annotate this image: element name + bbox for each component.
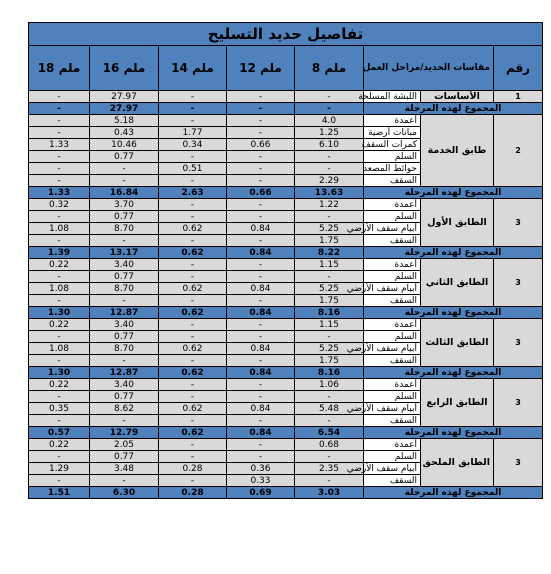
value-cell: - (295, 271, 364, 283)
value-cell: - (29, 295, 90, 307)
value-cell: - (227, 379, 295, 391)
stage-name: الطابق الثالث (421, 319, 494, 367)
value-cell: 8.70 (90, 223, 159, 235)
header-8mm: ملم 8 (295, 46, 364, 91)
value-cell: 0.22 (29, 319, 90, 331)
work-item-label: السقف (364, 175, 421, 187)
total-value-cell: 0.62 (159, 367, 227, 379)
value-cell: - (90, 295, 159, 307)
value-cell: - (159, 115, 227, 127)
value-cell: - (29, 211, 90, 223)
value-cell: - (227, 175, 295, 187)
value-cell: - (295, 211, 364, 223)
value-cell: - (29, 391, 90, 403)
work-item-label: السقف (364, 295, 421, 307)
value-cell: 0.33 (227, 475, 295, 487)
work-item-label: السلم (364, 151, 421, 163)
total-value-cell: 8.16 (295, 307, 364, 319)
total-value-cell: 12.87 (90, 367, 159, 379)
value-cell: 0.66 (227, 139, 295, 151)
rebar-details-sheet (28, 22, 542, 499)
total-value-cell: 3.03 (295, 487, 364, 499)
value-cell: - (159, 475, 227, 487)
value-cell: 0.51 (159, 163, 227, 175)
work-item-label: السقف (364, 355, 421, 367)
value-cell: 1.75 (295, 235, 364, 247)
value-cell: 8.70 (90, 283, 159, 295)
table-row (29, 91, 543, 103)
value-cell: 1.15 (295, 259, 364, 271)
total-value-cell: - (29, 103, 90, 115)
value-cell: 10.46 (90, 139, 159, 151)
value-cell: - (227, 151, 295, 163)
work-item-label: السلم (364, 391, 421, 403)
total-value-cell: 27.97 (90, 103, 159, 115)
work-item-label: أعمدة (364, 319, 421, 331)
total-value-cell: - (227, 103, 295, 115)
value-cell: 3.40 (90, 319, 159, 331)
value-cell: - (295, 91, 364, 103)
value-cell: 3.40 (90, 379, 159, 391)
total-value-cell: 12.87 (90, 307, 159, 319)
total-value-cell: 0.66 (227, 187, 295, 199)
total-value-cell: 0.62 (159, 427, 227, 439)
value-cell: 1.15 (295, 319, 364, 331)
value-cell: - (159, 379, 227, 391)
stage-total-row (29, 487, 543, 499)
total-value-cell: 1.33 (29, 187, 90, 199)
total-value-cell: 0.62 (159, 247, 227, 259)
value-cell: - (159, 391, 227, 403)
value-cell: 5.48 (295, 403, 364, 415)
value-cell: 5.25 (295, 343, 364, 355)
total-value-cell: 1.30 (29, 367, 90, 379)
header-work-stages: مقاسات الحديد/مراحل العمل (364, 46, 494, 91)
table-title: تفاصيل حديد التسليح (29, 23, 543, 46)
value-cell: 0.22 (29, 439, 90, 451)
value-cell: - (29, 331, 90, 343)
total-value-cell: - (295, 103, 364, 115)
table-row (29, 115, 543, 127)
work-item-label: أعمدة (364, 115, 421, 127)
value-cell: - (29, 151, 90, 163)
value-cell: - (227, 331, 295, 343)
value-cell: - (227, 259, 295, 271)
stage-number: 3 (494, 199, 543, 247)
value-cell: 1.29 (29, 463, 90, 475)
value-cell: 1.08 (29, 283, 90, 295)
value-cell: - (295, 415, 364, 427)
total-value-cell: 0.84 (227, 307, 295, 319)
total-value-cell: 1.51 (29, 487, 90, 499)
stage-total-label: المجموع لهذه المرحلة (364, 247, 543, 259)
value-cell: 0.84 (227, 343, 295, 355)
stage-total-label: المجموع لهذه المرحلة (364, 187, 543, 199)
total-value-cell: 0.57 (29, 427, 90, 439)
work-item-label: حوائط المصعد (364, 163, 421, 175)
total-value-cell: 8.22 (295, 247, 364, 259)
stage-number: 3 (494, 439, 543, 487)
value-cell: 1.08 (29, 223, 90, 235)
work-item-label: أعمدة (364, 259, 421, 271)
stage-number: 2 (494, 115, 543, 187)
work-item-label: أبيام سقف الأرضي (364, 463, 421, 475)
value-cell: 6.10 (295, 139, 364, 151)
value-cell: 3.70 (90, 199, 159, 211)
stage-name: طابق الخدمة (421, 115, 494, 187)
value-cell: 0.62 (159, 283, 227, 295)
value-cell: 2.29 (295, 175, 364, 187)
value-cell: 1.33 (29, 139, 90, 151)
value-cell: - (295, 451, 364, 463)
value-cell: - (159, 355, 227, 367)
title-row (29, 23, 543, 46)
value-cell: - (159, 175, 227, 187)
stage-name: الطابق الرابع (421, 379, 494, 427)
work-item-label: السلم (364, 451, 421, 463)
value-cell: - (159, 451, 227, 463)
value-cell: 0.68 (295, 439, 364, 451)
work-item-label: أبيام سقف الأرضي (364, 223, 421, 235)
stage-total-row (29, 307, 543, 319)
value-cell: 27.97 (90, 91, 159, 103)
stage-total-row (29, 247, 543, 259)
work-item-label: السقف (364, 415, 421, 427)
work-item-label: أعمدة (364, 439, 421, 451)
value-cell: - (90, 475, 159, 487)
value-cell: - (227, 271, 295, 283)
value-cell: 8.62 (90, 403, 159, 415)
value-cell: - (159, 295, 227, 307)
stage-total-label: المجموع لهذه المرحلة (364, 487, 543, 499)
value-cell: - (90, 163, 159, 175)
value-cell: 0.62 (159, 343, 227, 355)
stage-name: الطابق الملحق (421, 439, 494, 487)
work-item-label: السلم (364, 211, 421, 223)
work-item-label: أعمدة (364, 199, 421, 211)
rebar-table (28, 22, 543, 499)
value-cell: - (227, 163, 295, 175)
value-cell: 2.35 (295, 463, 364, 475)
total-value-cell: 6.30 (90, 487, 159, 499)
stage-name: الأساسات (421, 91, 494, 103)
value-cell: 0.22 (29, 379, 90, 391)
value-cell: 8.70 (90, 343, 159, 355)
value-cell: - (159, 151, 227, 163)
work-item-label: اللبشة المسلحة (364, 91, 421, 103)
header-number: رقم (494, 46, 543, 91)
work-item-label: مبانات أرضية (364, 127, 421, 139)
value-cell: 0.43 (90, 127, 159, 139)
value-cell: 1.77 (159, 127, 227, 139)
stage-total-label: المجموع لهذه المرحلة (364, 103, 543, 115)
work-item-label: السلم (364, 331, 421, 343)
value-cell: - (227, 355, 295, 367)
value-cell: - (159, 259, 227, 271)
value-cell: - (227, 451, 295, 463)
value-cell: 0.84 (227, 403, 295, 415)
value-cell: - (159, 439, 227, 451)
value-cell: - (159, 211, 227, 223)
value-cell: 0.62 (159, 403, 227, 415)
value-cell: - (29, 451, 90, 463)
total-value-cell: 13.17 (90, 247, 159, 259)
stage-total-row (29, 427, 543, 439)
value-cell: - (227, 235, 295, 247)
value-cell: 0.77 (90, 271, 159, 283)
table-row (29, 319, 543, 331)
total-value-cell: - (159, 103, 227, 115)
total-value-cell: 1.30 (29, 307, 90, 319)
value-cell: 0.34 (159, 139, 227, 151)
work-item-label: أبيام سقف الأرضي (364, 343, 421, 355)
work-item-label: السلم (364, 271, 421, 283)
value-cell: - (29, 415, 90, 427)
value-cell: 3.48 (90, 463, 159, 475)
stage-total-label: المجموع لهذه المرحلة (364, 307, 543, 319)
value-cell: 0.62 (159, 223, 227, 235)
total-value-cell: 0.84 (227, 427, 295, 439)
value-cell: 0.77 (90, 151, 159, 163)
header-16mm: ملم 16 (90, 46, 159, 91)
work-item-label: أعمدة (364, 379, 421, 391)
value-cell: 0.84 (227, 283, 295, 295)
stage-total-label: المجموع لهذه المرحلة (364, 367, 543, 379)
work-item-label: السقف (364, 475, 421, 487)
total-value-cell: 16.84 (90, 187, 159, 199)
value-cell: - (295, 151, 364, 163)
stage-number: 3 (494, 319, 543, 367)
value-cell: - (159, 415, 227, 427)
header-12mm: ملم 12 (227, 46, 295, 91)
stage-total-label: المجموع لهذه المرحلة (364, 427, 543, 439)
total-value-cell: 0.28 (159, 487, 227, 499)
value-cell: - (227, 391, 295, 403)
value-cell: 0.77 (90, 451, 159, 463)
total-value-cell: 13.63 (295, 187, 364, 199)
value-cell: - (159, 199, 227, 211)
value-cell: - (90, 355, 159, 367)
value-cell: - (159, 331, 227, 343)
total-value-cell: 0.69 (227, 487, 295, 499)
value-cell: - (227, 115, 295, 127)
value-cell: - (227, 439, 295, 451)
value-cell: - (295, 163, 364, 175)
work-item-label: كمرات السقف (364, 139, 421, 151)
header-18mm: ملم 18 (29, 46, 90, 91)
value-cell: 0.84 (227, 223, 295, 235)
value-cell: - (227, 199, 295, 211)
header-14mm: ملم 14 (159, 46, 227, 91)
value-cell: 0.22 (29, 259, 90, 271)
value-cell: - (159, 319, 227, 331)
value-cell: 1.25 (295, 127, 364, 139)
value-cell: 1.22 (295, 199, 364, 211)
value-cell: - (227, 127, 295, 139)
value-cell: 0.32 (29, 199, 90, 211)
value-cell: 2.05 (90, 439, 159, 451)
value-cell: - (29, 91, 90, 103)
value-cell: - (90, 175, 159, 187)
stage-name: الطابق الثاني (421, 259, 494, 307)
value-cell: 5.25 (295, 283, 364, 295)
table-row (29, 379, 543, 391)
value-cell: - (29, 175, 90, 187)
total-value-cell: 1.39 (29, 247, 90, 259)
table-row (29, 439, 543, 451)
value-cell: - (227, 415, 295, 427)
value-cell: - (29, 127, 90, 139)
value-cell: 1.08 (29, 343, 90, 355)
total-value-cell: 0.62 (159, 307, 227, 319)
stage-number: 3 (494, 379, 543, 427)
value-cell: - (29, 355, 90, 367)
value-cell: - (90, 415, 159, 427)
value-cell: - (295, 391, 364, 403)
value-cell: 5.18 (90, 115, 159, 127)
value-cell: - (159, 235, 227, 247)
value-cell: - (295, 331, 364, 343)
total-value-cell: 6.54 (295, 427, 364, 439)
value-cell: - (29, 475, 90, 487)
value-cell: - (29, 235, 90, 247)
stage-number: 3 (494, 259, 543, 307)
total-value-cell: 0.84 (227, 367, 295, 379)
total-value-cell: 0.84 (227, 247, 295, 259)
value-cell: - (227, 295, 295, 307)
stage-name: الطابق الأول (421, 199, 494, 247)
stage-total-row (29, 187, 543, 199)
value-cell: - (29, 163, 90, 175)
header-row (29, 46, 543, 91)
value-cell: 1.75 (295, 355, 364, 367)
value-cell: - (227, 91, 295, 103)
value-cell: 0.77 (90, 331, 159, 343)
value-cell: 4.0 (295, 115, 364, 127)
value-cell: 5.25 (295, 223, 364, 235)
work-item-label: أبيام سقف الأرضي (364, 403, 421, 415)
value-cell: 3.40 (90, 259, 159, 271)
total-value-cell: 2.63 (159, 187, 227, 199)
value-cell: 0.28 (159, 463, 227, 475)
value-cell: 0.77 (90, 391, 159, 403)
value-cell: 0.35 (29, 403, 90, 415)
stage-number: 1 (494, 91, 543, 103)
stage-total-row (29, 367, 543, 379)
value-cell: - (295, 475, 364, 487)
value-cell: - (159, 91, 227, 103)
value-cell: 0.77 (90, 211, 159, 223)
value-cell: - (159, 271, 227, 283)
value-cell: 0.36 (227, 463, 295, 475)
value-cell: - (29, 271, 90, 283)
value-cell: - (90, 235, 159, 247)
table-row (29, 199, 543, 211)
value-cell: - (227, 211, 295, 223)
value-cell: 1.75 (295, 295, 364, 307)
value-cell: - (227, 319, 295, 331)
stage-total-row (29, 103, 543, 115)
value-cell: 1.06 (295, 379, 364, 391)
value-cell: - (29, 115, 90, 127)
total-value-cell: 12.79 (90, 427, 159, 439)
total-value-cell: 8.16 (295, 367, 364, 379)
work-item-label: أبيام سقف الأرضي (364, 283, 421, 295)
table-row (29, 259, 543, 271)
work-item-label: السقف (364, 235, 421, 247)
